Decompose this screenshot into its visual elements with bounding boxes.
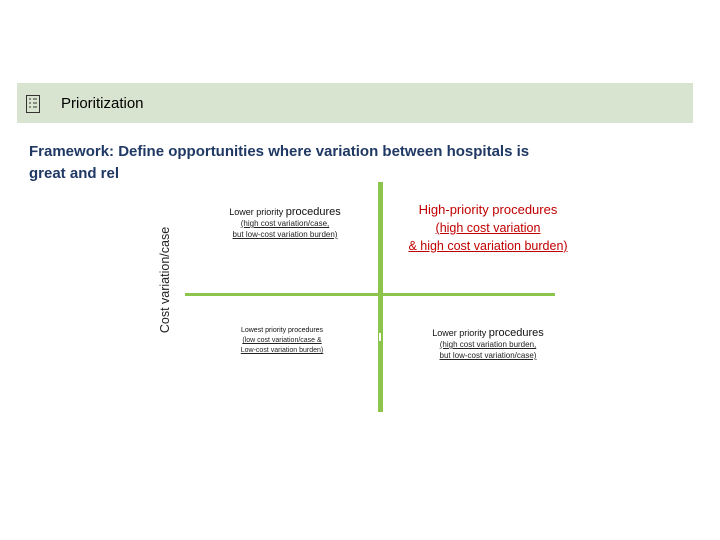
framework-text (29, 141, 589, 185)
y-axis-label: Cost variation/case (158, 226, 172, 334)
horizontal-axis-line (185, 293, 555, 296)
quadrant-title: Lowest priority procedures (240, 327, 324, 334)
quadrant-sub-1: (high cost variation/case, (240, 219, 330, 228)
quadrant-title-prefix: Lower priority (432, 328, 489, 338)
quadrant-top-left (205, 206, 365, 240)
quadrant-sub-2: Low-cost variation burden) (240, 347, 324, 354)
axis-gap (379, 333, 381, 341)
framework-line-2: great and rel (29, 165, 120, 182)
framework-line-1: Framework: Define opportunities where variation between hospitals is (29, 143, 530, 160)
quadrant-title (418, 327, 558, 339)
quadrant-bottom-left (212, 325, 352, 356)
quadrant-sub-2: but low-cost variation burden) (232, 230, 338, 239)
vertical-axis-line (378, 182, 383, 412)
section-header (17, 83, 693, 123)
quadrant-title: High-priority procedures (418, 202, 558, 217)
quadrant-title-suffix: procedures (285, 206, 341, 218)
quadrant-title (205, 206, 365, 218)
quadrant-title-prefix: Lower priority (229, 207, 286, 217)
page-title: Prioritization (61, 95, 144, 112)
quadrant-sub-1: (high cost variation burden, (439, 340, 537, 349)
quadrant-sub-2: but low-cost variation/case) (439, 351, 537, 360)
quadrant-title-suffix: procedures (488, 327, 544, 339)
quadrant-top-right (388, 201, 588, 255)
quadrant-sub-1: (high cost variation (435, 221, 541, 235)
quadrant-sub-1: (low cost variation/case & (242, 337, 322, 344)
quadrant-sub-2: & high cost variation burden) (408, 239, 568, 253)
quadrant-bottom-right (418, 327, 558, 361)
list-icon (26, 95, 40, 113)
